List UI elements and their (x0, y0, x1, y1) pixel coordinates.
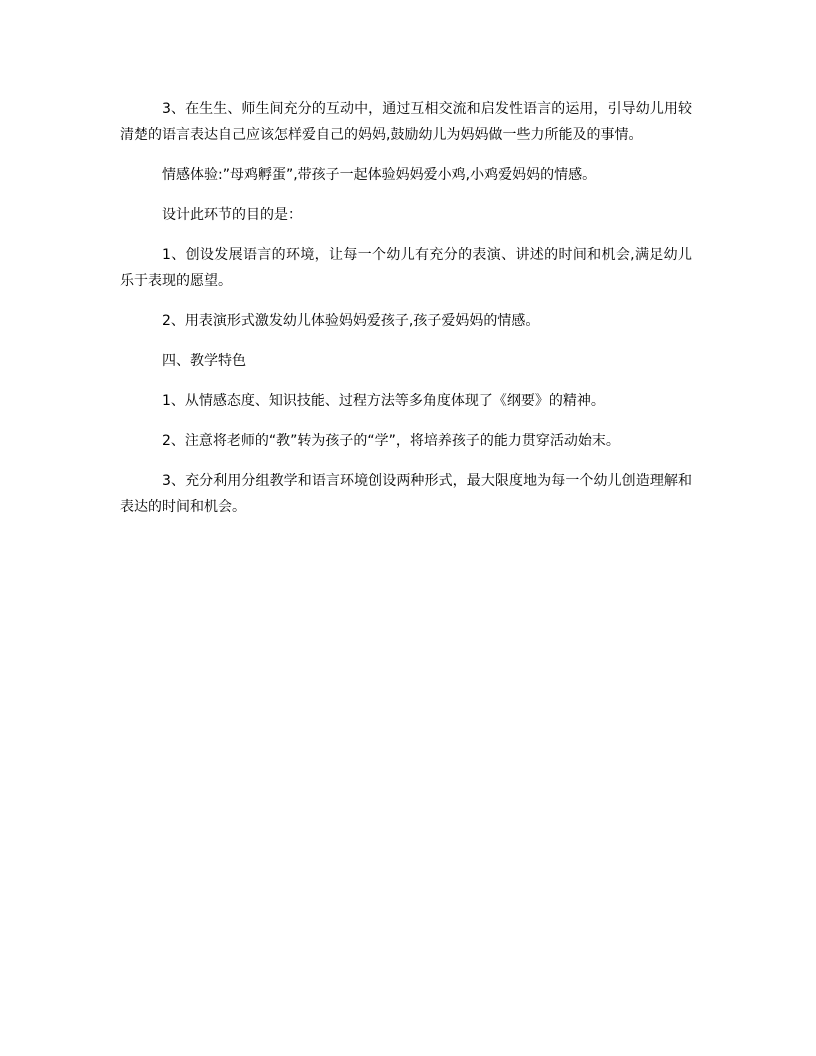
document-page (120, 96, 692, 534)
paragraph-feature-1: 1、从情感态度、知识技能、过程方法等多角度体现了《纲要》的精神。 (162, 393, 605, 409)
paragraph-feature-3: 3、充分利用分组教学和语言环境创设两种形式，最大限度地为每一个幼儿创造理解和表达的时间和机会。 (120, 473, 692, 515)
paragraph-purpose-1: 1、创设发展语言的环境，让每一个幼儿有充分的表演、讲述的时间和机会,满足幼儿乐于表现的愿望。 (120, 247, 692, 289)
paragraph-purpose-2: 2、用表演形式激发幼儿体验妈妈爱孩子,孩子爱妈妈的情感。 (162, 313, 540, 329)
paragraph-interaction-goal: 3、在生生、师生间充分的互动中，通过互相交流和启发性语言的运用，引导幼儿用较清楚的语言表达自己应该怎样爱自己的妈妈,鼓励幼儿为妈妈做一些力所能及的事情。 (120, 101, 692, 143)
paragraph-feature-2: 2、注意将老师的“教”转为孩子的“学”，将培养孩子的能力贯穿活动始末。 (162, 433, 620, 449)
section-heading-teaching-features: 四、教学特色 (162, 353, 246, 369)
paragraph-design-purpose: 设计此环节的目的是： (162, 207, 302, 223)
paragraph-emotional-experience: 情感体验:”母鸡孵蛋”,带孩子一起体验妈妈爱小鸡,小鸡爱妈妈的情感。 (162, 167, 597, 183)
